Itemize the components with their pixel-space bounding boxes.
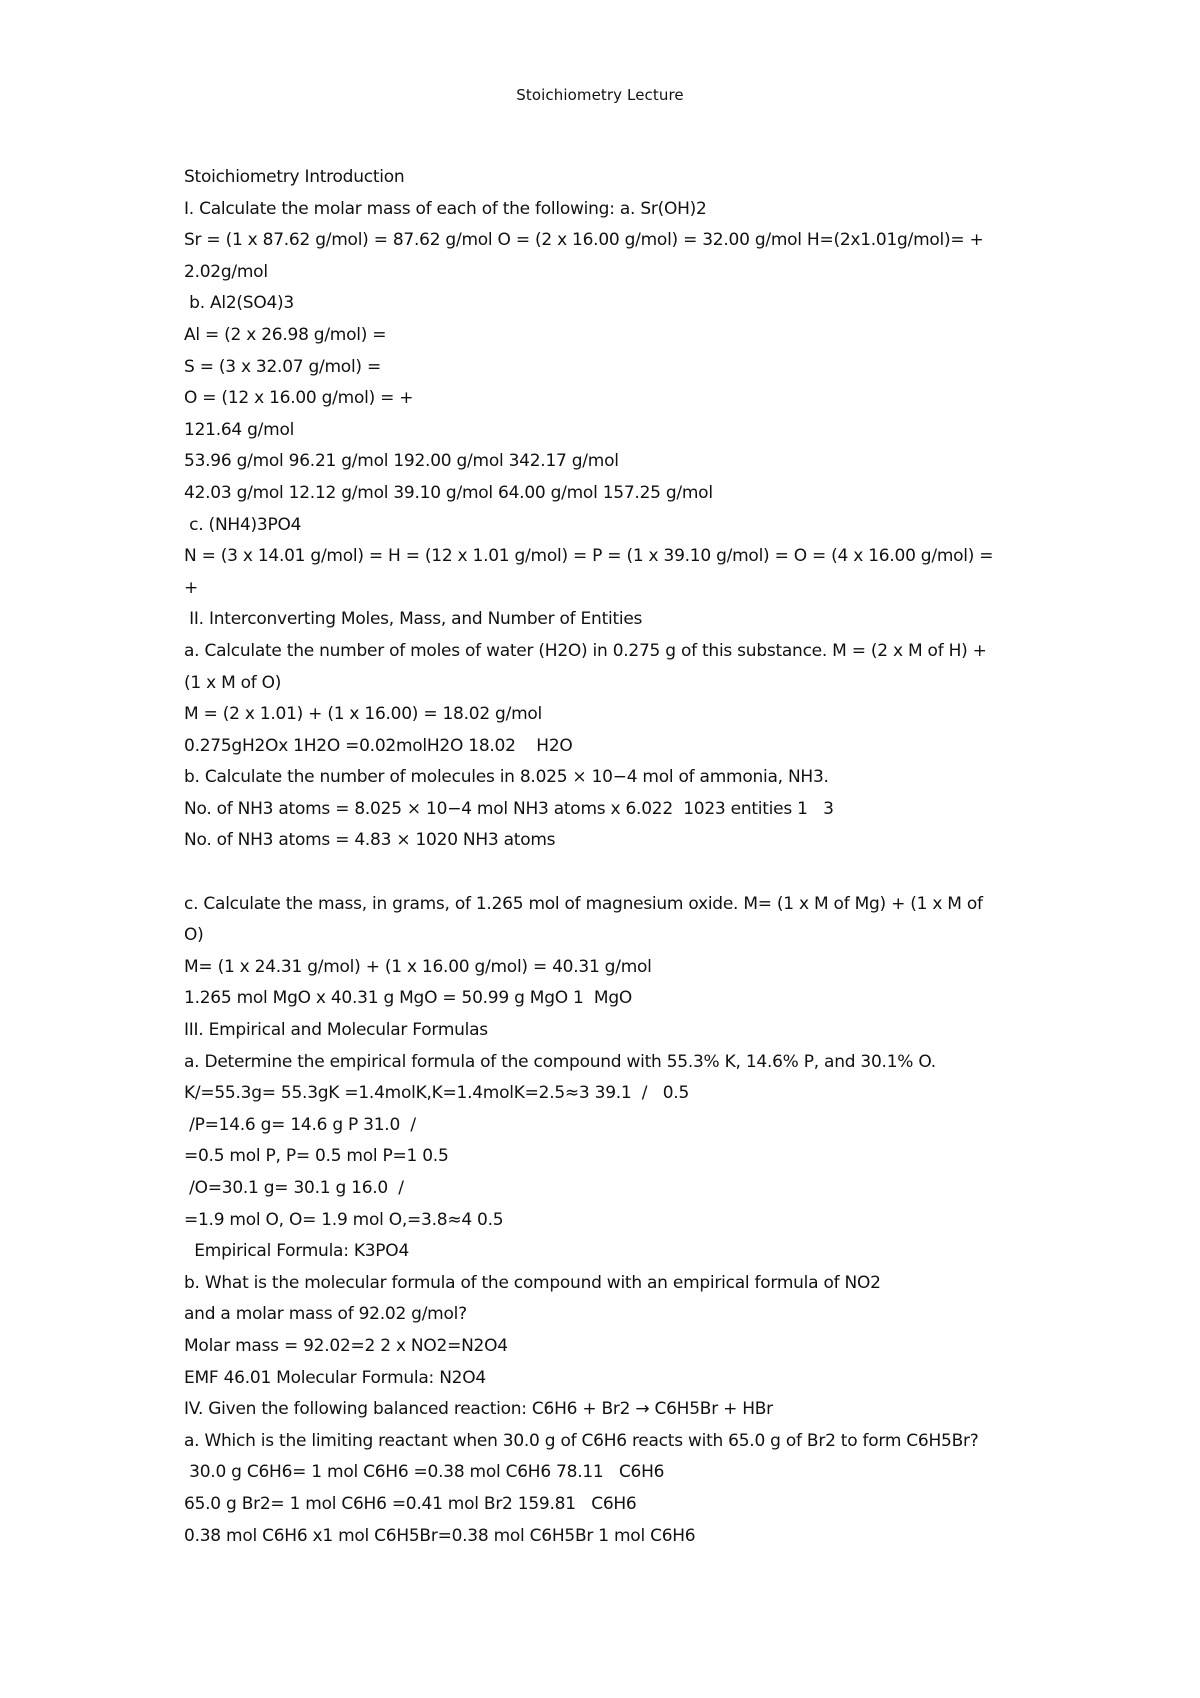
text-line: 1.265 mol MgO x 40.31 g MgO = 50.99 g MgO 1 MgO xyxy=(184,988,632,1009)
question-line: I. Calculate the molar mass of each of the following: a. Sr(OH)2 xyxy=(184,198,707,219)
text-line: 2.02g/mol xyxy=(184,261,268,282)
text-line: No. of NH3 atoms = 4.83 × 1020 NH3 atoms xyxy=(184,830,556,851)
text-line: (1 x M of O) xyxy=(184,672,282,693)
text-line: N = (3 x 14.01 g/mol) = H = (12 x 1.01 g/mol) = P = (1 x 39.10 g/mol) = O = (4 x 16.00 g/mol) = xyxy=(184,546,994,567)
text-line: Al = (2 x 26.98 g/mol) = xyxy=(184,324,387,345)
text-line: 0.38 mol C6H6 x1 mol C6H5Br=0.38 mol C6H5Br 1 mol C6H6 xyxy=(184,1525,696,1546)
text-line: M= (1 x 24.31 g/mol) + (1 x 16.00 g/mol) = 40.31 g/mol xyxy=(184,956,652,977)
text-line: 53.96 g/mol 96.21 g/mol 192.00 g/mol 342.17 g/mol xyxy=(184,451,619,472)
text-line: M = (2 x 1.01) + (1 x 16.00) = 18.02 g/mol xyxy=(184,704,543,725)
text-line: No. of NH3 atoms = 8.025 × 10−4 mol NH3 atoms x 6.022 1023 entities 1 3 xyxy=(184,798,834,819)
text-line: S = (3 x 32.07 g/mol) = xyxy=(184,356,381,377)
text-line: =1.9 mol O, O= 1.9 mol O,=3.8≈4 0.5 xyxy=(184,1209,504,1230)
text-line: /P=14.6 g= 14.6 g P 31.0 / xyxy=(184,1114,416,1135)
section-title: II. Interconverting Moles, Mass, and Number of Entities xyxy=(184,609,643,630)
question-line: b. Calculate the number of molecules in 8.025 × 10−4 mol of ammonia, NH3. xyxy=(184,767,829,788)
text-line: =0.5 mol P, P= 0.5 mol P=1 0.5 xyxy=(184,1146,449,1167)
text-line: + xyxy=(184,577,198,598)
question-line: b. What is the molecular formula of the compound with an empirical formula of NO2 xyxy=(184,1272,881,1293)
text-line: 0.275gH2Ox 1H2O =0.02molH2O 18.02 H2O xyxy=(184,735,573,756)
question-line: a. Calculate the number of moles of water (H2O) in 0.275 g of this substance. M = (2 x M of H) + xyxy=(184,640,987,661)
question-line: c. Calculate the mass, in grams, of 1.265 mol of magnesium oxide. M= (1 x M of Mg) + (1 x M of xyxy=(184,893,983,914)
section-title: Stoichiometry Introduction xyxy=(184,167,405,187)
blank-line xyxy=(184,857,1064,889)
section-title: IV. Given the following balanced reaction: C6H6 + Br2 → C6H5Br + HBr xyxy=(184,1399,773,1420)
text-line: O = (12 x 16.00 g/mol) = + xyxy=(184,388,414,409)
text-line: and a molar mass of 92.02 g/mol? xyxy=(184,1304,467,1325)
text-line: /O=30.1 g= 30.1 g 16.0 / xyxy=(184,1178,404,1198)
text-line: K/=55.3g= 55.3gK =1.4molK,K=1.4molK=2.5≈3 39.1 / 0.5 xyxy=(184,1083,690,1104)
question-line: a. Which is the limiting reactant when 30.0 g of C6H6 reacts with 65.0 g of Br2 to form C6H5Br? xyxy=(184,1430,979,1451)
page-header: Stoichiometry Lecture xyxy=(516,86,684,104)
text-line: 65.0 g Br2= 1 mol C6H6 =0.41 mol Br2 159.81 C6H6 xyxy=(184,1493,637,1514)
text-line: EMF 46.01 Molecular Formula: N2O4 xyxy=(184,1367,486,1388)
text-line: Molar mass = 92.02=2 2 x NO2=N2O4 xyxy=(184,1335,508,1356)
document-body xyxy=(184,162,1064,1552)
text-line: 42.03 g/mol 12.12 g/mol 39.10 g/mol 64.00 g/mol 157.25 g/mol xyxy=(184,482,713,503)
question-line: c. (NH4)3PO4 xyxy=(184,514,302,535)
text-line: Empirical Formula: K3PO4 xyxy=(184,1241,410,1262)
text-line: Sr = (1 x 87.62 g/mol) = 87.62 g/mol O = (2 x 16.00 g/mol) = 32.00 g/mol H=(2x1.01g/mol)= + xyxy=(184,230,984,251)
text-line: 121.64 g/mol xyxy=(184,419,295,440)
question-line: a. Determine the empirical formula of the compound with 55.3% K, 14.6% P, and 30.1% O. xyxy=(184,1051,936,1072)
question-line: b. Al2(SO4)3 xyxy=(184,293,294,314)
text-line: O) xyxy=(184,925,204,946)
text-line: 30.0 g C6H6= 1 mol C6H6 =0.38 mol C6H6 78.11 C6H6 xyxy=(184,1462,665,1483)
section-title: III. Empirical and Molecular Formulas xyxy=(184,1020,488,1041)
